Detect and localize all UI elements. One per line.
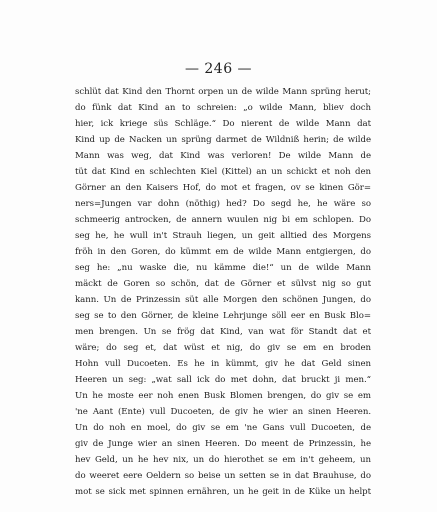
text-line: men brengen. Un se frög dat Kind, van wat för Standt dat et: [75, 327, 371, 337]
text-line: kann. Un de Prinzessin süt alle Morgen den schönen Jungen, do: [75, 295, 371, 305]
body-text: [75, 84, 371, 500]
text-line: 'ne Aant (Ente) vull Ducoeten, de giv he wier an sinen Heeren.: [75, 407, 371, 417]
text-line: Heeren un seg: „wat sall ick do met dohn, dat bruckt ji men.“: [75, 375, 371, 385]
text-line: hier, ick kriege süs Schläge.“ Do nierent de wilde Mann dat: [75, 119, 371, 129]
text-line: seg se to den Görner, de kleine Lehrjunge söll eer en Busk Blo=: [75, 311, 371, 321]
text-line: giv de Junge wier an sinen Heeren. Do meent de Prinzessin, he: [75, 439, 371, 449]
text-line: Un he moste eer noh enen Busk Blomen brengen, do giv se em: [75, 391, 371, 401]
text-line: Hohn vull Ducoeten. Es he in kümmt, giv he dat Geld sinen: [75, 359, 371, 369]
text-line: do fünk dat Kind an to schreien: „o wilde Mann, bliev doch: [75, 103, 371, 113]
text-line: seg he, he wull in't Strauh liegen, un geit alltied des Morgens: [75, 231, 371, 241]
text-line: mäckt de Goren so schön, dat de Görner et sülvst nig so gut: [75, 279, 371, 289]
text-line: Kind up de Nacken un sprüng darmet de Wildniß herin; de wilde: [75, 135, 371, 145]
text-line: Mann was weg, dat Kind was verloren! De wilde Mann de: [75, 151, 371, 161]
text-line: Un do noh en moel, do giv se em 'ne Gans vull Ducoeten, de: [75, 423, 371, 433]
text-line: schlüt dat Kind den Thornt orpen un de wilde Mann sprüng herut;: [75, 87, 371, 97]
text-line: Görner an den Kaisers Hof, do mot et fragen, ov se kinen Gör=: [75, 183, 371, 193]
text-line: schmeerig antrocken, de annern wuulen nig bi em schlopen. Do: [75, 215, 371, 225]
text-line: seg he: „nu waske die, nu kämme die!“ un de wilde Mann: [75, 263, 371, 273]
text-line: mot se sick met spinnen ernähren, un he geit in de Küke un helpt: [75, 487, 371, 497]
text-line: do weeret eere Oeldern so beise un setten se in dat Brauhuse, do: [75, 471, 371, 481]
text-line: ners=Jungen var dohn (nöthig) hed? Do segd he, he wäre so: [75, 199, 371, 209]
text-line: hev Geld, un he hev nix, un do hierothet se em in't geheem, un: [75, 455, 371, 465]
text-line: wäre; do seg et, dat wüst et nig, do giv se em en broden: [75, 343, 371, 353]
text-line: tüt dat Kind en schlechten Kiel (Kittel) an un schickt et noh den: [75, 167, 371, 177]
page-number: — 246 —: [184, 61, 253, 77]
text-line: fröh in den Goren, do kümmt em de wilde Mann entgiergen, do: [75, 247, 371, 257]
